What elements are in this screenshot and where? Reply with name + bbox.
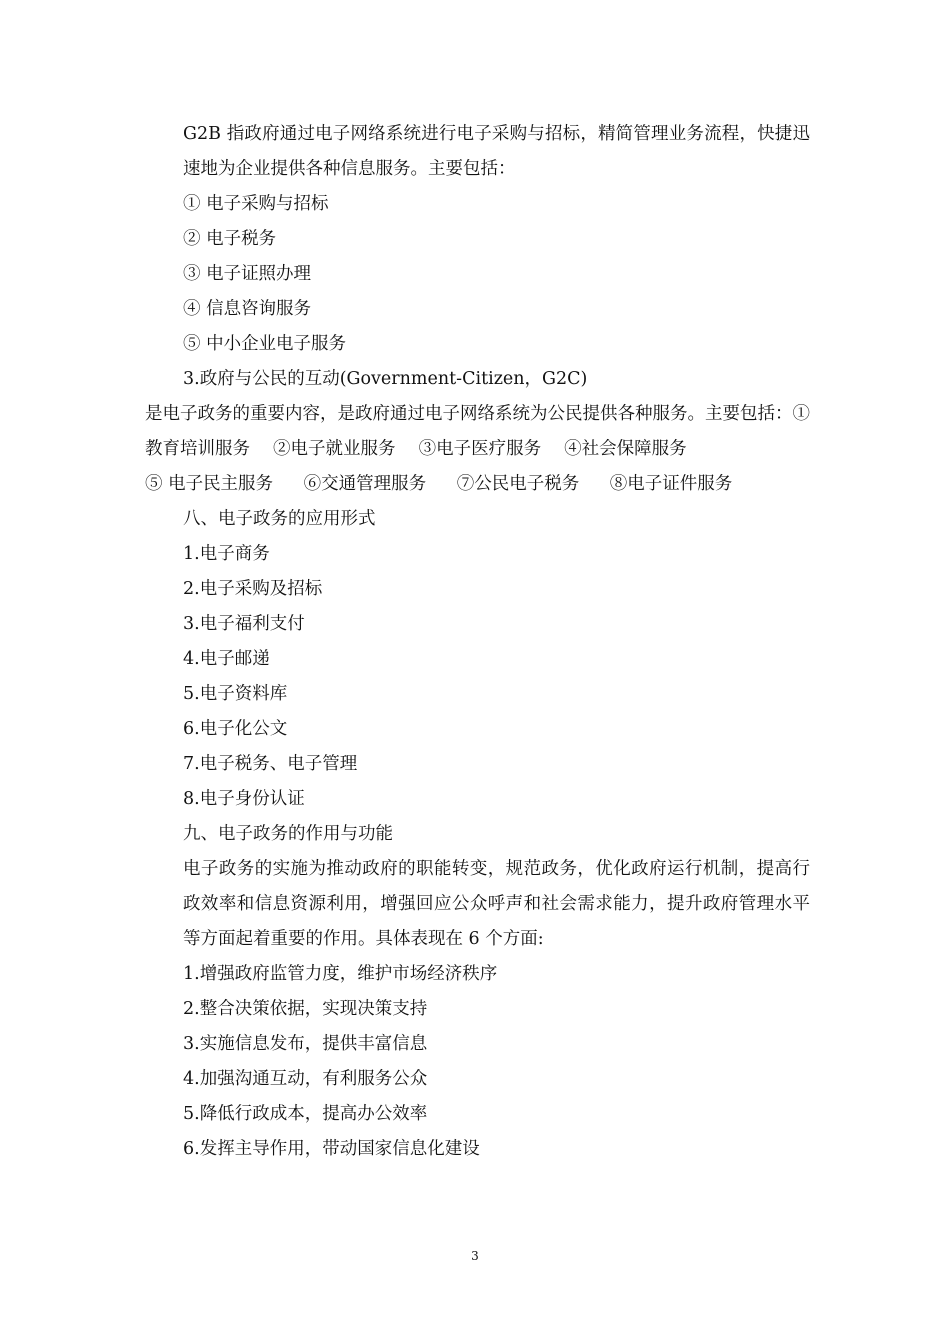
section8-item-3: 3.电子福利支付 [183, 614, 305, 634]
section9-item-1: 1.增强政府监管力度，维护市场经济秩序 [183, 964, 498, 984]
section9-item-4: 4.加强沟通互动，有利服务公众 [183, 1069, 428, 1089]
g2c-service-5: ⑤ 电子民主服务 [145, 474, 274, 494]
g2b-item-1: ① 电子采购与招标 [183, 194, 329, 214]
section9-item-5: 5.降低行政成本，提高办公效率 [183, 1104, 428, 1124]
g2c-service-8: ⑧电子证件服务 [609, 474, 733, 494]
section8-item-2: 2.电子采购及招标 [183, 579, 323, 599]
g2c-service-7: ⑦公民电子税务 [456, 474, 580, 494]
g2b-item-5: ⑤ 中小企业电子服务 [183, 334, 347, 354]
document-content [145, 117, 810, 1167]
g2c-heading: 3.政府与公民的互动(Government-Citizen，G2C) [183, 369, 588, 389]
section8-item-7: 7.电子税务、电子管理 [183, 754, 358, 774]
section9-item-6: 6.发挥主导作用，带动国家信息化建设 [183, 1139, 480, 1159]
section9-item-2: 2.整合决策依据，实现决策支持 [183, 999, 428, 1019]
page-number: 3 [471, 1249, 479, 1263]
g2b-item-4: ④ 信息咨询服务 [183, 299, 312, 319]
section9-paragraph: 电子政务的实施为推动政府的职能转变，规范政务，优化政府运行机制，提高行政效率和信息资源利用，增强回应公众呼声和社会需求能力，提升政府管理水平等方面起着重要的作用。具体表现在 6 个方面: [183, 859, 810, 949]
section9-heading: 九、电子政务的作用与功能 [183, 824, 393, 844]
section8-item-8: 8.电子身份认证 [183, 789, 305, 809]
section8-item-5: 5.电子资料库 [183, 684, 288, 704]
section8-item-4: 4.电子邮递 [183, 649, 270, 669]
section8-heading: 八、电子政务的应用形式 [183, 509, 376, 529]
g2c-services-row [145, 467, 810, 502]
g2c-paragraph: 是电子政务的重要内容，是政府通过电子网络系统为公民提供各种服务。主要包括：①教育培训服务 ②电子就业服务 ③电子医疗服务 ④社会保障服务 [145, 404, 810, 459]
section8-item-6: 6.电子化公文 [183, 719, 288, 739]
g2b-paragraph: G2B 指政府通过电子网络系统进行电子采购与招标，精简管理业务流程，快捷迅速地为企业提供各种信息服务。主要包括： [183, 124, 810, 179]
g2b-item-2: ② 电子税务 [183, 229, 277, 249]
section9-item-3: 3.实施信息发布，提供丰富信息 [183, 1034, 428, 1054]
section8-item-1: 1.电子商务 [183, 544, 270, 564]
g2b-item-3: ③ 电子证照办理 [183, 264, 312, 284]
g2c-service-6: ⑥交通管理服务 [303, 474, 427, 494]
